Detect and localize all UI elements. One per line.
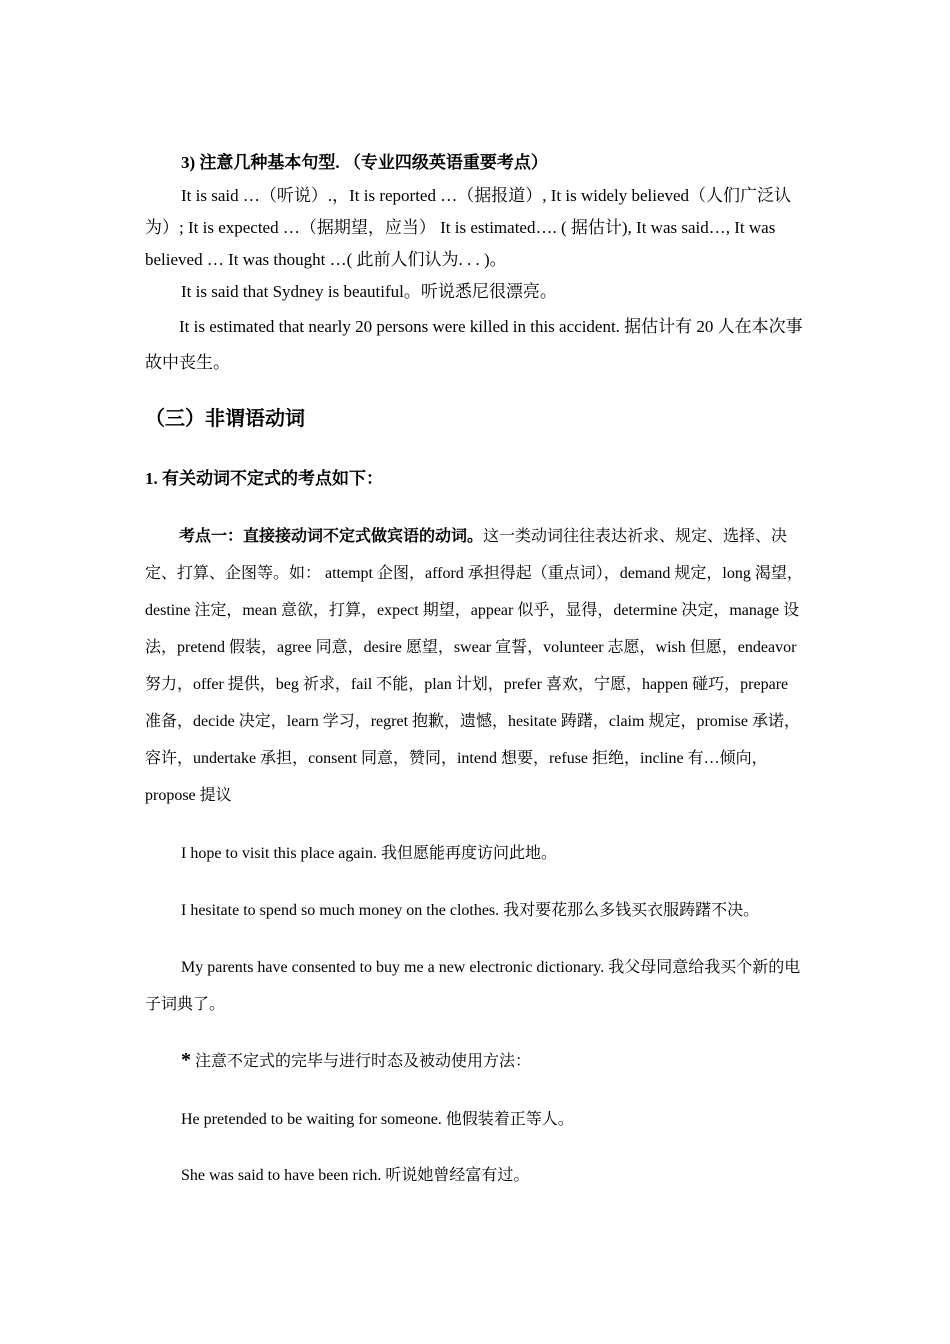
subsection-heading: 1. 有关动词不定式的考点如下：	[145, 469, 383, 488]
note-line	[145, 1044, 805, 1078]
note-text: 注意不定式的完毕与进行时态及被动使用方法：	[191, 1053, 532, 1070]
sentence-patterns-paragraph: It is said …（听说）.，It is reported …（据报道）, It is widely believed（人们广泛认为）; It is expected …（据期望，应当） It is estimated…. ( 据估计), It was said…, It was believed … It was thought …( 此前人们认为. . . )。	[145, 186, 792, 269]
example-sentence: I hope to visit this place again. 我但愿能再度访问此地。	[181, 845, 557, 862]
asterisk-mark: *	[181, 1049, 191, 1071]
example-sentence: She was said to have been rich. 听说她曾经富有过。	[181, 1167, 530, 1184]
example-sentence: I hesitate to spend so much money on the clothes. 我对要花那么多钱买衣服踌躇不决。	[181, 902, 760, 919]
section-3-heading: 3) 注意几种基本句型. （专业四级英语重要考点）	[181, 153, 548, 172]
example-sentence: It is estimated that nearly 20 persons were killed in this accident. 据估计有 20 人在本次事故中丧生。	[145, 317, 803, 372]
point-one-text: 这一类动词往往表达祈求、规定、选择、决定、打算、企图等。如： attempt 企图，afford 承担得起（重点词），demand 规定，long 渴望，destine 注定，mean 意欲，打算，expect 期望，appear 似乎，显得，determine 决定，manage 设法，pretend 假装，agree 同意，desire 愿望，swear 宣誓，volunteer 志愿，wish 但愿，endeavor 努力，offer 提供，beg 祈求，fail 不能，plan 计划，prefer 喜欢，宁愿，happen 碰巧，prepare 准备，decide 决定，learn 学习，regret 抱歉，遗憾，hesitate 踌躇，claim 规定，promise 承诺，容许，undertake 承担，consent 同意，赞同，intend 想要，refuse 拒绝，incline 有…倾向，propose 提议	[145, 528, 803, 804]
example-sentence: My parents have consented to buy me a new electronic dictionary. 我父母同意给我买个新的电子词典了。	[145, 959, 801, 1013]
example-sentence: It is said that Sydney is beautiful。听说悉尼很漂亮。	[181, 282, 557, 301]
example-sentence: He pretended to be waiting for someone. 他假装着正等人。	[181, 1111, 574, 1128]
point-one-label: 考点一：直接接动词不定式做宾语的动词。	[179, 528, 484, 545]
chapter-heading: （三）非谓语动词	[145, 408, 305, 430]
point-one-paragraph	[145, 518, 805, 814]
